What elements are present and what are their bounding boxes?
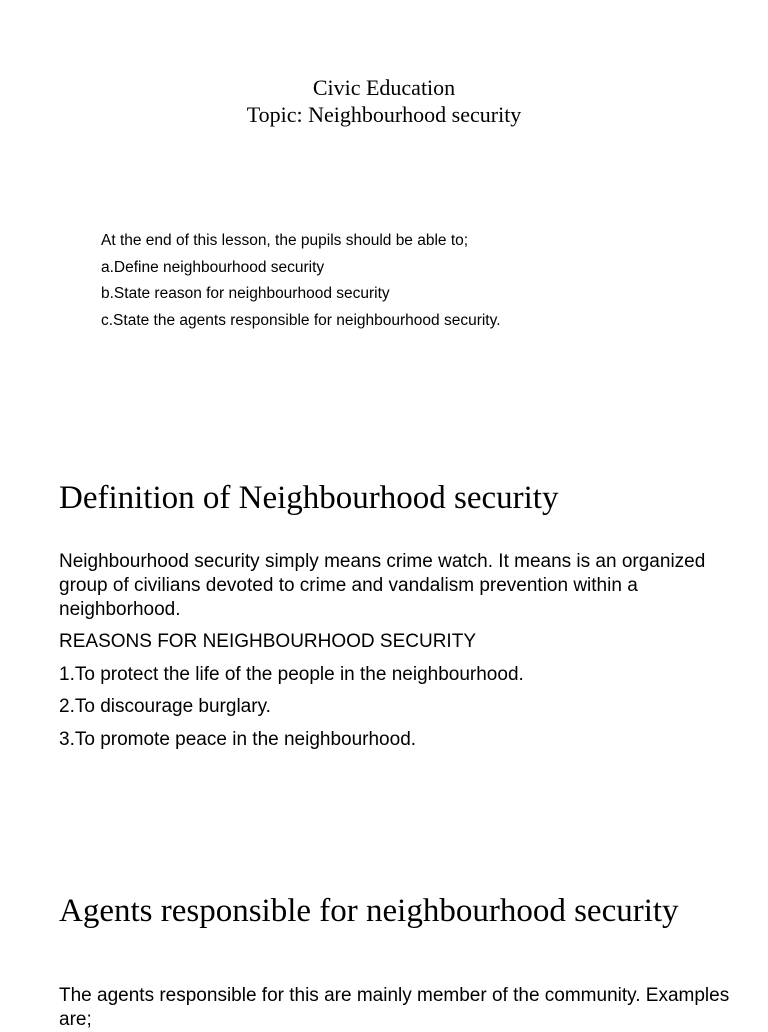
reasons-section [59,630,739,760]
objectives-intro: At the end of this lesson, the pupils should be able to; [101,232,469,249]
definition-section [59,550,739,622]
agents-heading: Agents responsible for neighbourhood security [59,893,679,929]
reason-item: 2.To discourage burglary. [59,696,271,717]
lesson-objectives [101,228,741,334]
reasons-heading: REASONS FOR NEIGHBOURHOOD SECURITY [59,631,476,652]
slide-title [0,74,768,128]
definition-heading: Definition of Neighbourhood security [59,480,559,516]
definition-text: Neighbourhood security simply means crime watch. It means is an organized group of civilians devoted to crime and vandalism prevention within a neighborhood. [59,551,706,620]
agents-text: The agents responsible for this are mainly member of the community. Examples are; [59,985,730,1030]
topic-title: Topic: Neighbourhood security [246,102,522,127]
reason-item: 1.To protect the life of the people in the neighbourhood. [59,663,524,685]
objective-item: c.State the agents responsible for neighbourhood security. [101,311,501,329]
subject-title: Civic Education [312,75,456,100]
reason-item: 3.To promote peace in the neighbourhood. [59,728,417,750]
agents-section [59,984,739,1032]
objective-item: a.Define neighbourhood security [101,258,325,276]
objective-item: b.State reason for neighbourhood security [101,285,390,302]
